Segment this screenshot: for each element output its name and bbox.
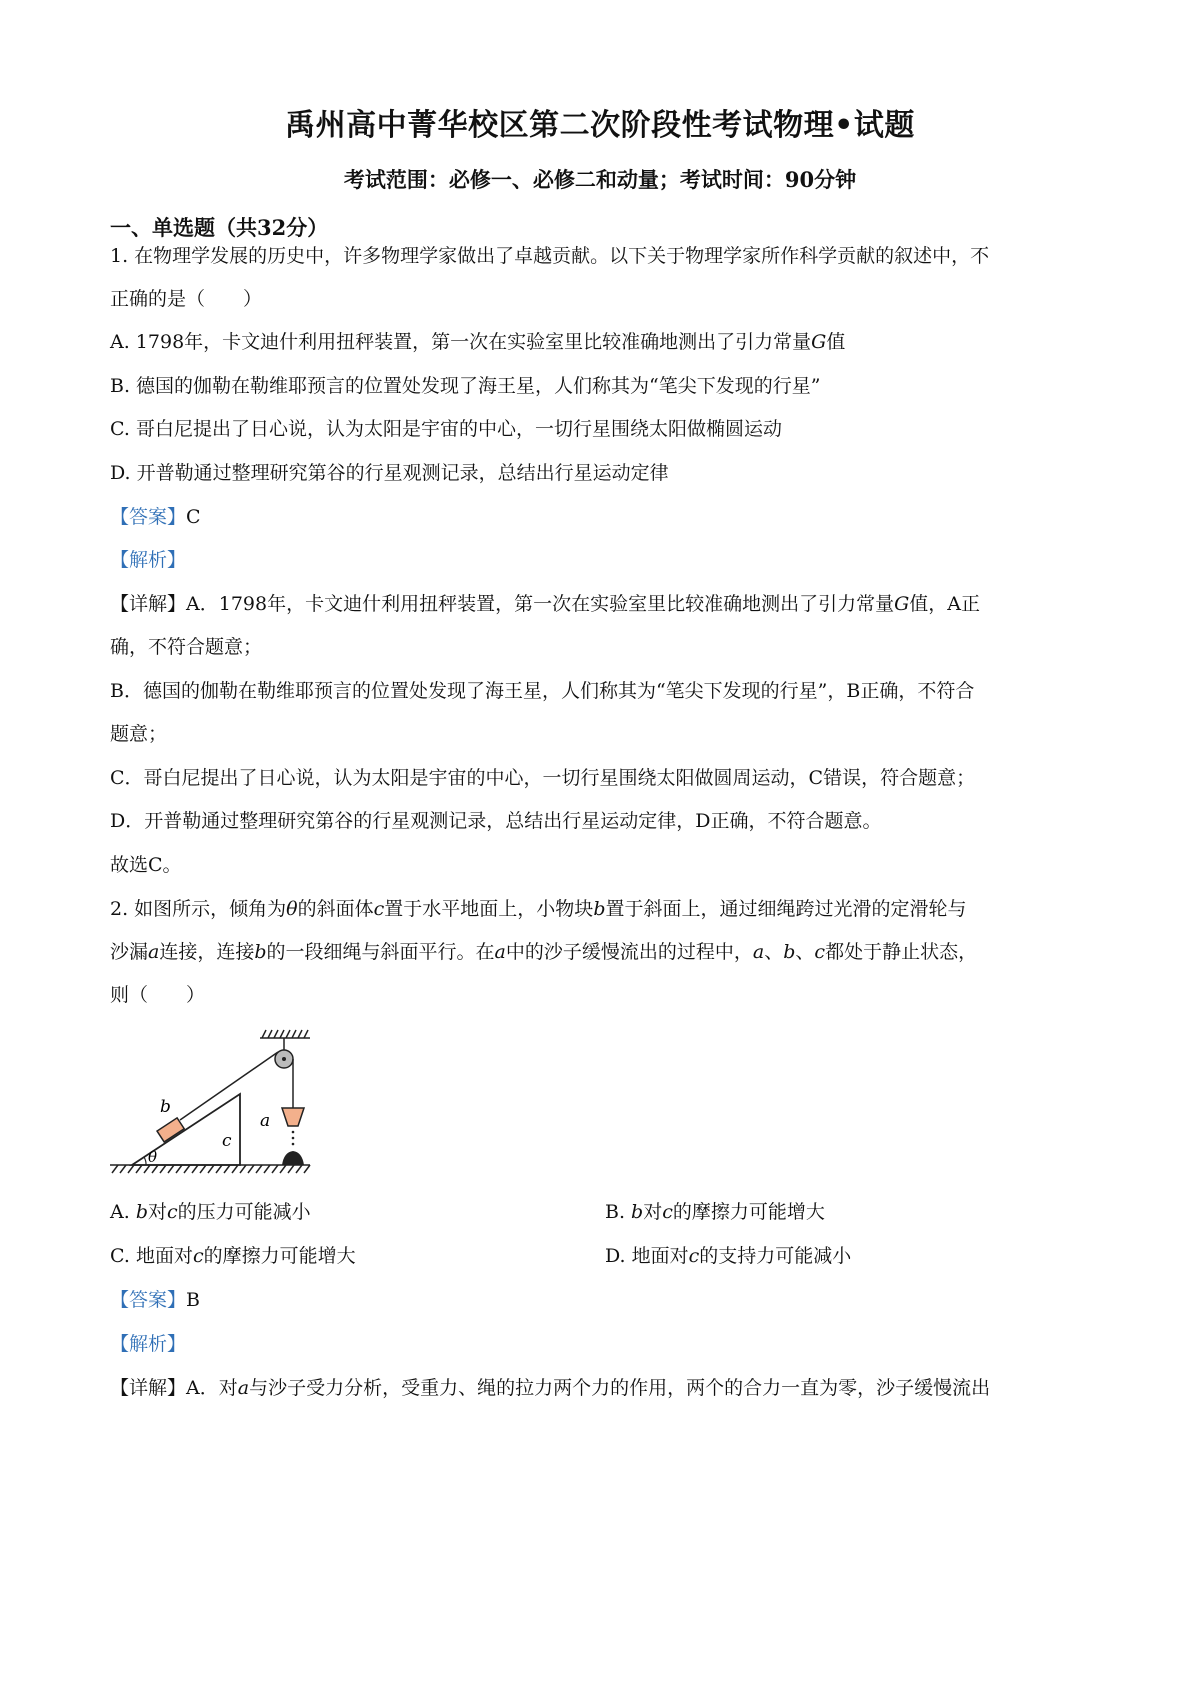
q1-conclusion: 故选C。 xyxy=(110,854,182,876)
q2-opt-text: 的压力可能减小 xyxy=(177,1201,311,1223)
q1-detail-tag: 【详解】 xyxy=(110,593,187,615)
q2-var: a xyxy=(148,941,160,963)
q1-option-d: D. 开普勒通过整理研究第谷的行星观测记录，总结出行星运动定律 xyxy=(110,462,669,484)
q2-var: b xyxy=(783,941,796,963)
q2-opt-text: 的摩擦力可能增大 xyxy=(203,1245,356,1267)
label-b: b xyxy=(160,1097,171,1117)
q2-text: 、 xyxy=(764,941,784,963)
page-subtitle: 考试范围：必修一、必修二和动量；考试时间：90分钟 xyxy=(343,167,857,192)
q2-detail-var: a xyxy=(237,1377,250,1399)
sand-funnel-a xyxy=(282,1108,304,1126)
q1-option-b: B. 德国的伽勒在勒维耶预言的位置处发现了海王星，人们称其为“笔尖下发现的行星” xyxy=(110,375,821,397)
q2-answer xyxy=(110,1285,200,1312)
q2-stem-line3: 则（ ） xyxy=(110,984,206,1006)
q2-opt-text: 对 xyxy=(643,1201,663,1223)
q1-option-a-end: 值 xyxy=(826,331,846,353)
q2-opt-text: 的摩擦力可能增大 xyxy=(672,1201,825,1223)
q2-text: 的一段细绳与斜面平行。在 xyxy=(266,941,495,963)
pulley-axle xyxy=(282,1057,286,1061)
q2-text: 2. 如图所示，倾角为 xyxy=(110,898,287,920)
q1-detail-line4: D．开普勒通过整理研究第谷的行星观测记录，总结出行星运动定律，D正确，不符合题意。 xyxy=(110,810,882,832)
q1-detail-line1 xyxy=(110,589,980,616)
q1-answer-value: C xyxy=(186,506,201,528)
q2-detail-line1 xyxy=(110,1373,990,1400)
q2-text: 连接，连接 xyxy=(159,941,255,963)
q1-option-a-var: G xyxy=(811,331,827,353)
label-c: c xyxy=(222,1131,232,1151)
q2-figure xyxy=(110,1020,350,1190)
q2-text: 、 xyxy=(795,941,815,963)
q2-opt-var: b xyxy=(135,1201,148,1223)
q2-text: 置于斜面上，通过细绳跨过光滑的定滑轮与 xyxy=(605,898,967,920)
ceiling-support xyxy=(260,1030,310,1050)
q1-stem-line1: 1. 在物理学发展的历史中，许多物理学家做出了卓越贡献。以下关于物理学家所作科学贡献的叙述中，不 xyxy=(110,245,990,267)
q2-text: 的斜面体 xyxy=(297,898,374,920)
angle-arc xyxy=(144,1157,146,1165)
q1-detail-line1-cont: 确，不符合题意； xyxy=(110,636,263,658)
q1-detail-line3: C．哥白尼提出了日心说，认为太阳是宇宙的中心，一切行星围绕太阳做圆周运动，C错误，符合题意； xyxy=(110,767,976,789)
q2-opt-var: c xyxy=(662,1201,673,1223)
q2-opt-var: b xyxy=(631,1201,644,1223)
q2-opt-text: A. xyxy=(110,1201,136,1223)
q2-opt-var: c xyxy=(192,1245,204,1267)
label-a: a xyxy=(260,1111,271,1131)
q2-text: 置于水平地面上，小物块 xyxy=(384,898,594,920)
q2-stem-line2 xyxy=(110,937,977,964)
q1-stem-line2: 正确的是（ ） xyxy=(110,288,263,310)
q2-var: θ xyxy=(286,898,298,920)
q2-var: b xyxy=(593,898,606,920)
falling-sand xyxy=(292,1131,295,1146)
q2-text: 中的沙子缓慢流出的过程中， xyxy=(505,941,753,963)
q2-option-a xyxy=(110,1197,311,1224)
page-title: 禹州高中菁华校区第二次阶段性考试物理•试题 xyxy=(285,108,915,143)
q1-option-a xyxy=(110,327,845,354)
ground-surface xyxy=(110,1165,310,1173)
q2-var: c xyxy=(814,941,826,963)
q1-option-c: C. 哥白尼提出了日心说，认为太阳是宇宙的中心，一切行星围绕太阳做椭圆运动 xyxy=(110,418,782,440)
q1-answer-tag: 【答案】 xyxy=(110,506,187,528)
q2-detail-text: 与沙子受力分析，受重力、绳的拉力两个力的作用，两个的合力一直为零，沙子缓慢流出 xyxy=(249,1377,991,1399)
q2-option-c xyxy=(110,1241,356,1268)
q2-text: 都处于静止状态， xyxy=(825,941,978,963)
q1-analysis-tag: 【解析】 xyxy=(110,549,187,571)
q1-detail-line2: B．德国的伽勒在勒维耶预言的位置处发现了海王星，人们称其为“笔尖下发现的行星”，B正确，不符合 xyxy=(110,680,975,702)
q2-detail-text: A．对 xyxy=(186,1377,238,1399)
label-theta: θ xyxy=(148,1148,158,1166)
q2-option-d xyxy=(605,1241,851,1268)
q2-opt-text: D. 地面对 xyxy=(605,1245,689,1267)
q2-stem-line1 xyxy=(110,894,967,921)
q2-detail-tag: 【详解】 xyxy=(110,1377,187,1399)
q2-opt-text: 的支持力可能减小 xyxy=(699,1245,852,1267)
q2-answer-value: B xyxy=(186,1289,200,1311)
q2-opt-var: c xyxy=(167,1201,178,1223)
q1-answer xyxy=(110,502,201,529)
q2-opt-text: 对 xyxy=(147,1201,167,1223)
q1-detail-text: A．1798年，卡文迪什利用扭秤装置，第一次在实验室里比较准确地测出了引力常量 xyxy=(186,593,895,615)
q2-opt-text: C. 地面对 xyxy=(110,1245,193,1267)
block-b xyxy=(157,1118,184,1142)
q2-analysis-tag: 【解析】 xyxy=(110,1333,187,1355)
q1-detail-var: G xyxy=(894,593,910,615)
q2-text: 沙漏 xyxy=(110,941,149,963)
rope-incline xyxy=(180,1052,278,1120)
q2-var: a xyxy=(494,941,506,963)
q1-option-a-text: A. 1798年，卡文迪什利用扭秤装置，第一次在实验室里比较准确地测出了引力常量 xyxy=(110,331,812,353)
q2-var: c xyxy=(373,898,385,920)
q1-detail-line2-cont: 题意； xyxy=(110,723,168,745)
section-heading: 一、单选题（共32分） xyxy=(110,215,329,240)
q2-opt-var: c xyxy=(688,1245,700,1267)
q2-option-b xyxy=(605,1197,825,1224)
sand-pile xyxy=(282,1151,304,1165)
q1-detail-end: 值，A正 xyxy=(909,593,981,615)
q2-answer-tag: 【答案】 xyxy=(110,1289,187,1311)
q2-var: b xyxy=(254,941,267,963)
q2-opt-text: B. xyxy=(605,1201,632,1223)
q2-var: a xyxy=(752,941,765,963)
